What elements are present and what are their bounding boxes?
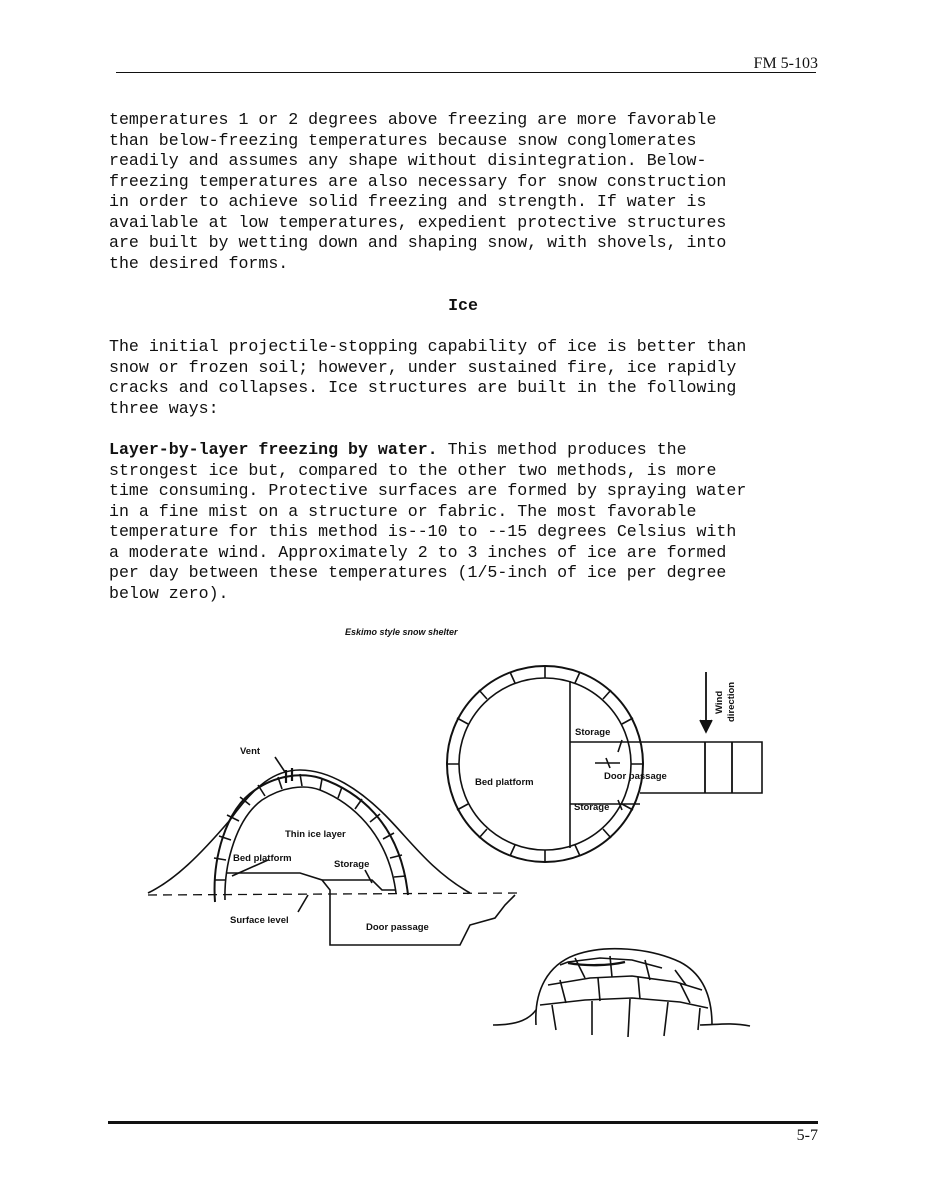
label-storage: Storage [334,859,370,870]
label-vent: Vent [240,746,261,757]
plan-label-storage-bottom: Storage [574,802,610,813]
wind-label-line1: Wind [714,690,725,714]
label-door-passage: Door passage [366,922,429,933]
wind-label-line2: direction [726,681,737,722]
figure-title: Eskimo style snow shelter [345,627,458,637]
section-heading-ice: Ice [448,296,478,315]
plan-label-bed-platform: Bed platform [475,777,534,788]
label-bed-platform: Bed platform [233,853,292,864]
plan-label-storage-top: Storage [575,727,611,738]
paragraph-snow-temperatures: temperatures 1 or 2 degrees above freezing are more favorable than below-freezing temperatures because snow conglomerates readily and assumes any shape without disintegration. Below- freezing temperatures are also necessary for snow construction in order to achieve solid freezing and strength. If water is available at low temperatures, expedient protective structures are built by wetting down and shaping snow, with shovels, into the desired forms. [109,110,727,273]
page-number: 5-7 [796,1127,818,1144]
label-thin-ice-layer: Thin ice layer [285,829,346,840]
label-surface-level: Surface level [230,915,289,926]
paragraph-ice-intro: The initial projectile-stopping capability of ice is better than snow or frozen soil; however, under sustained fire, ice rapidly cracks and collapses. Ice structures are built in the following three ways: [109,337,747,418]
igloo-exterior-illustration [493,949,750,1037]
paragraph-body: This method produces the strongest ice but, compared to the other two methods, is more time consuming. Protective surfaces are formed by spraying water in a fine mist on a structure or fabric. The most favorable temperature for this method is--10 to --15 degrees Celsius with a moderate wind. Approximately 2 to 3 inches of ice are formed per day between these temperatures (1/5-inch of ice per degree below zero). [109,440,747,603]
footer-rule [108,1121,818,1124]
paragraph-lead-in: Layer-by-layer freezing by water. [109,440,438,459]
document-id: FM 5-103 [753,55,818,72]
cross-section-diagram [148,757,520,945]
plan-label-door-passage: Door passage [604,771,667,782]
